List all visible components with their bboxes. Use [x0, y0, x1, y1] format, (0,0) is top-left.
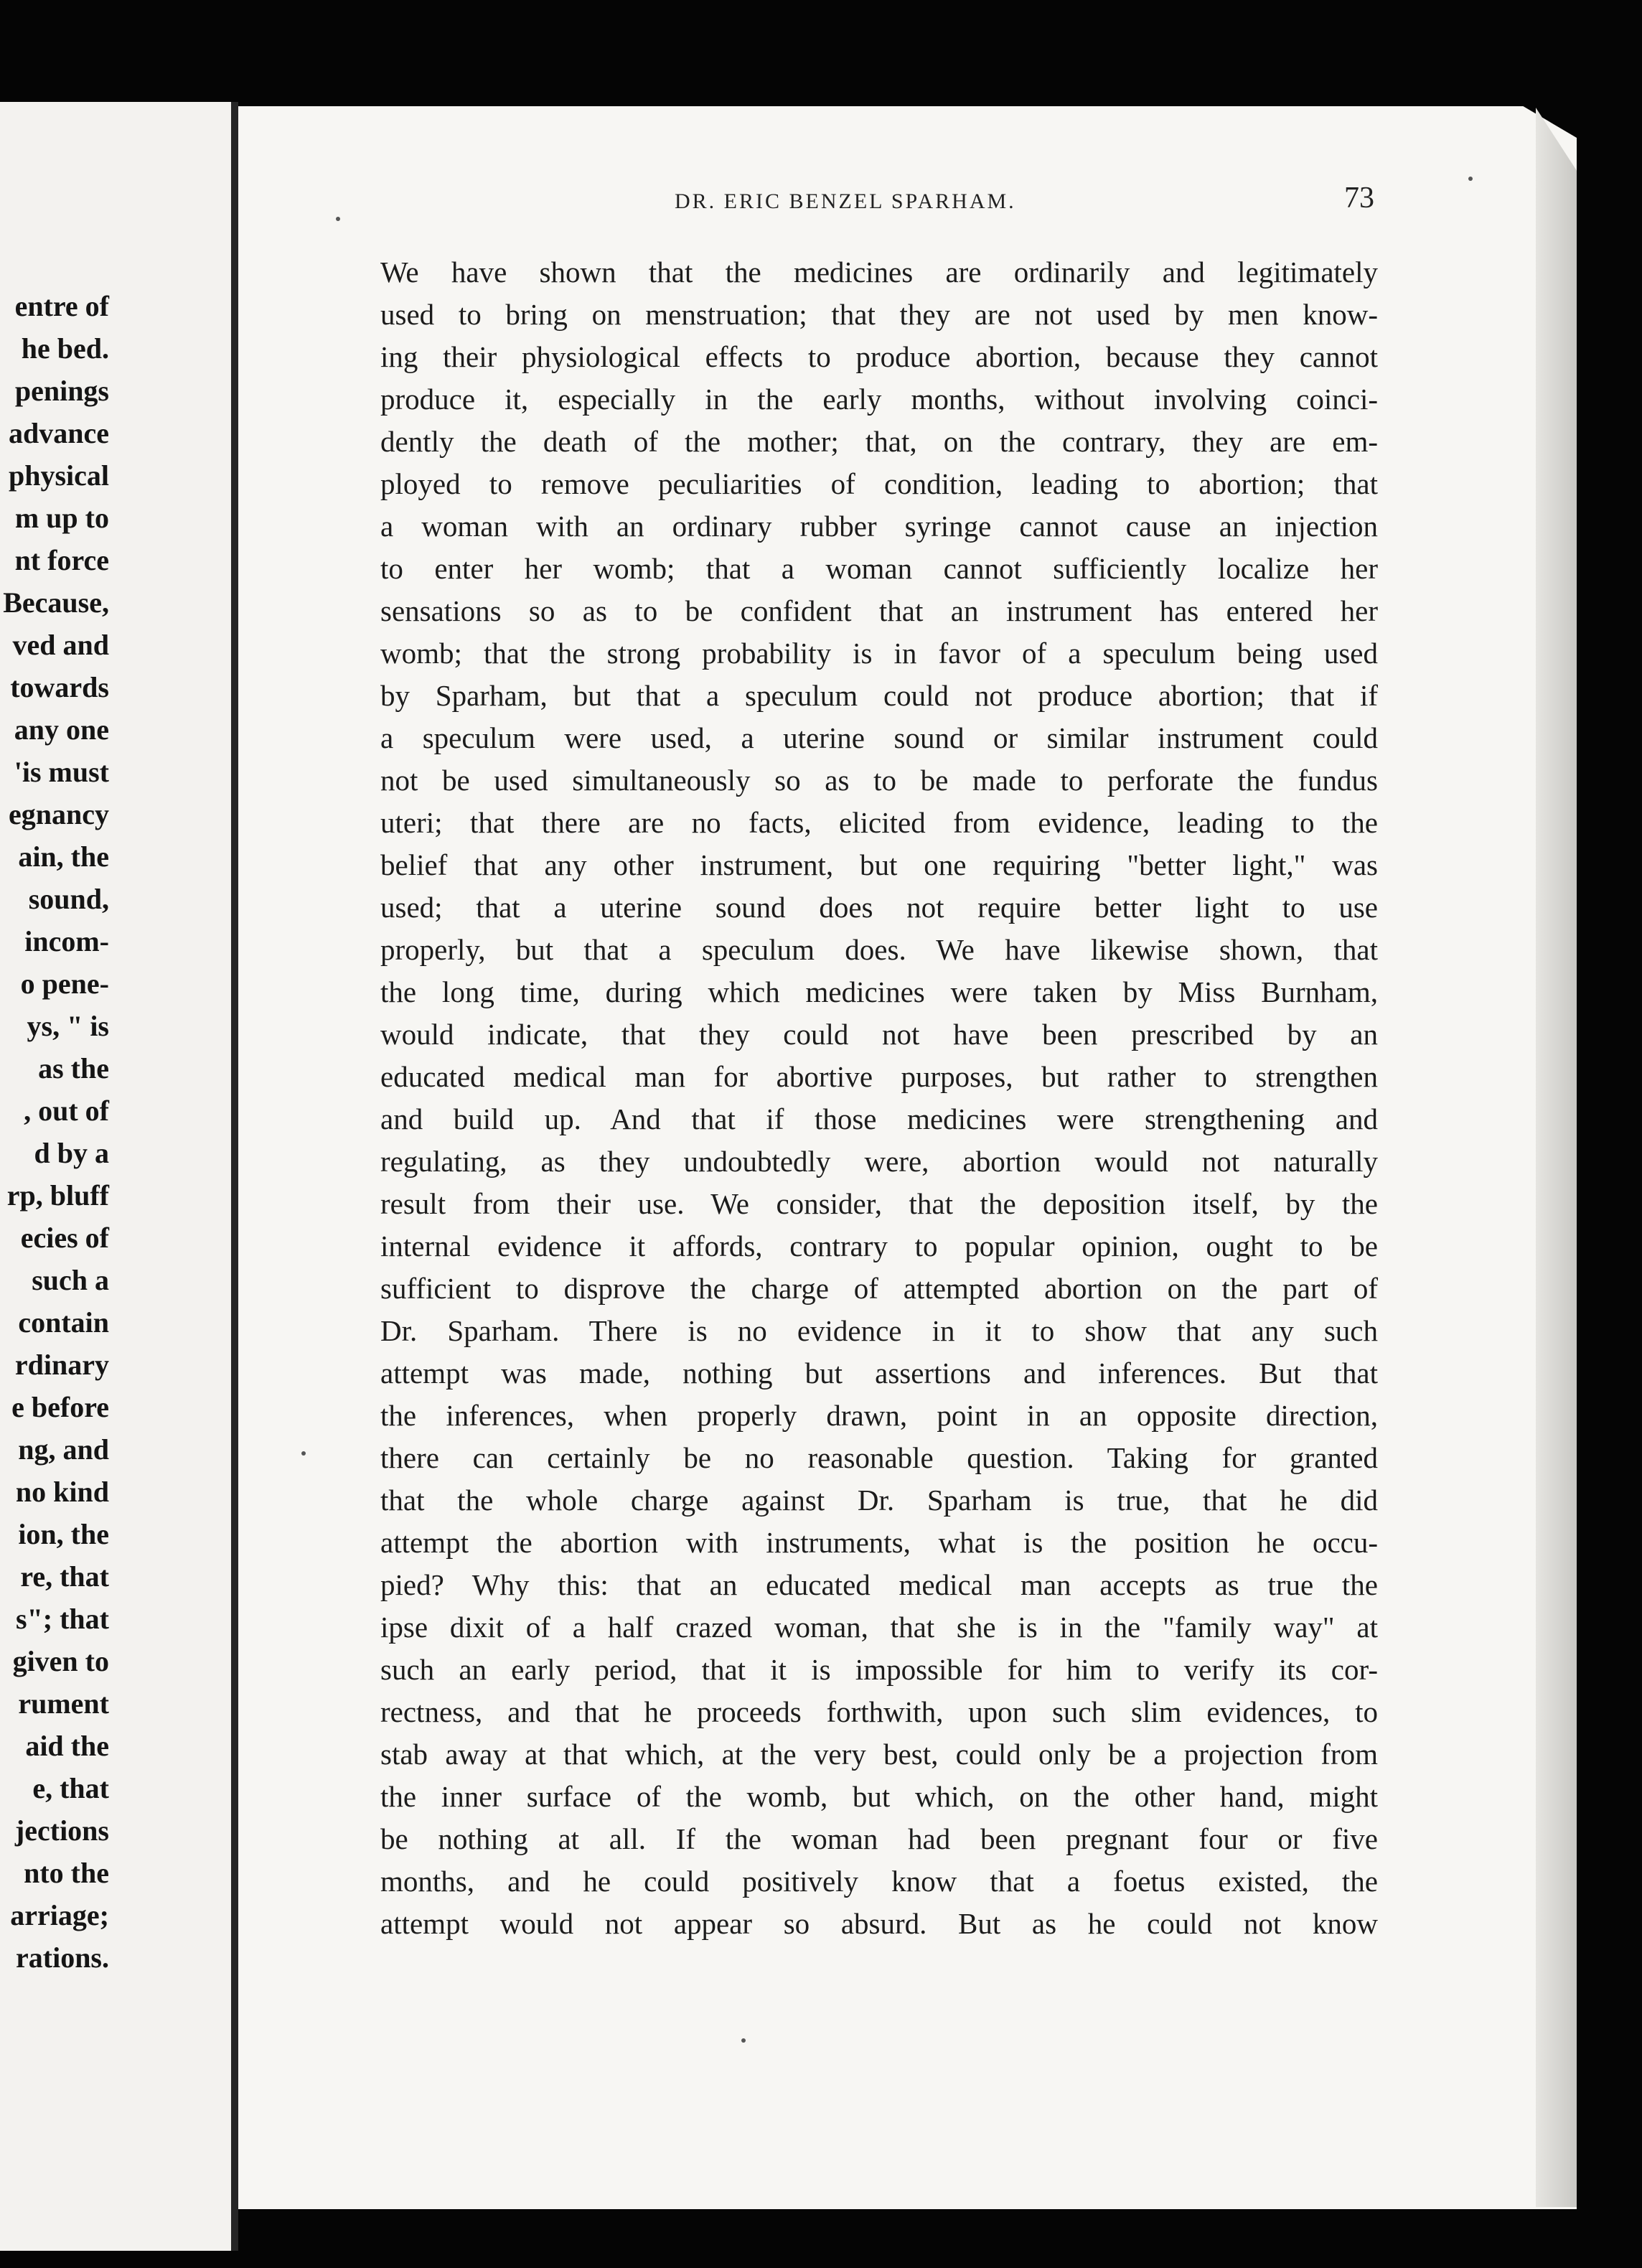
body-line: there can certainly be no reasonable question. Taking for granted: [380, 1441, 1378, 1474]
facing-page-line: he bed.: [21, 332, 109, 365]
body-line: belief that any other instrument, but one requiring "better light," was: [380, 848, 1378, 881]
facing-page-line: sound,: [28, 883, 109, 915]
facing-page-line: incom-: [24, 925, 109, 957]
facing-page-line: re, that: [20, 1560, 109, 1593]
facing-page-line: e before: [11, 1391, 109, 1423]
facing-page-line: o pene-: [20, 967, 109, 1000]
facing-page-line: rument: [18, 1687, 109, 1720]
facing-page-line: nt force: [14, 544, 109, 576]
facing-page-line: entre of: [14, 290, 109, 322]
facing-page-line: 'is must: [14, 756, 109, 788]
facing-page-line: ng, and: [18, 1433, 109, 1466]
body-line: to enter her womb; that a woman cannot sufficiently localize her: [380, 552, 1378, 585]
body-line: the inferences, when properly drawn, point in an opposite direction,: [380, 1399, 1378, 1432]
scan-speck: [741, 2038, 746, 2043]
facing-page-line: aid the: [25, 1730, 109, 1762]
body-line: educated medical man for abortive purposes, but rather to strengthen: [380, 1060, 1378, 1093]
facing-page-line: , out of: [24, 1095, 109, 1127]
body-line: used to bring on menstruation; that they are not used by men know-: [380, 298, 1378, 331]
body-line: would indicate, that they could not have been prescribed by an: [380, 1018, 1378, 1051]
body-line: We have shown that the medicines are ordinarily and legitimately: [380, 256, 1378, 289]
body-line: dently the death of the mother; that, on the contrary, they are em-: [380, 425, 1378, 458]
facing-page-line: jections: [14, 1814, 109, 1847]
facing-page-line: given to: [12, 1645, 109, 1677]
body-line: used; that a uterine sound does not require better light to use: [380, 891, 1378, 924]
body-line: and build up. And that if those medicines were strengthening and: [380, 1102, 1378, 1135]
body-line: sensations so as to be confident that an instrument has entered her: [380, 594, 1378, 627]
scan-speck: [1468, 177, 1473, 181]
body-line: produce it, especially in the early months, without involving coinci-: [380, 383, 1378, 416]
facing-page-line: Because,: [3, 586, 109, 619]
body-line: ployed to remove peculiarities of condition, leading to abortion; that: [380, 467, 1378, 500]
facing-page-line: no kind: [15, 1476, 109, 1508]
facing-page-line: arriage;: [10, 1899, 109, 1931]
body-text: [380, 251, 1378, 1945]
body-line: pied? Why this: that an educated medical man accepts as true the: [380, 1568, 1378, 1601]
body-line: not be used simultaneously so as to be made to perforate the fundus: [380, 764, 1378, 797]
facing-page-line: contain: [18, 1306, 109, 1339]
facing-page-line: rdinary: [14, 1349, 109, 1381]
scan-speck: [301, 1451, 306, 1456]
facing-page-line: ecies of: [20, 1222, 109, 1254]
body-line: that the whole charge against Dr. Sparham is true, that he did: [380, 1484, 1378, 1517]
body-line: stab away at that which, at the very best, could only be a projection from: [380, 1738, 1378, 1771]
body-line: such an early period, that it is impossible for him to verify its cor-: [380, 1653, 1378, 1686]
body-line: regulating, as they undoubtedly were, abortion would not naturally: [380, 1145, 1378, 1178]
facing-page-line: d by a: [34, 1137, 109, 1169]
facing-page-line: advance: [9, 417, 109, 449]
body-line: internal evidence it affords, contrary to popular opinion, ought to be: [380, 1229, 1378, 1262]
facing-page-line: towards: [10, 671, 109, 703]
facing-page-fragment: [0, 102, 231, 2251]
body-line: attempt would not appear so absurd. But as he could not know: [380, 1907, 1378, 1940]
body-line: womb; that the strong probability is in favor of a speculum being used: [380, 637, 1378, 670]
running-head: DR. ERIC BENZEL SPARHAM.: [675, 189, 1016, 213]
body-line: ipse dixit of a half crazed woman, that she is in the "family way" at: [380, 1611, 1378, 1644]
body-line: be nothing at all. If the woman had been pregnant four or five: [380, 1822, 1378, 1855]
book-gutter: [231, 102, 238, 2251]
facing-page-line: as the: [38, 1052, 109, 1084]
body-line: properly, but that a speculum does. We have likewise shown, that: [380, 933, 1378, 966]
facing-page-line: ved and: [12, 629, 109, 661]
facing-page-line: ion, the: [18, 1518, 109, 1550]
facing-page-line: nto the: [24, 1857, 109, 1889]
body-line: rectness, and that he proceeds forthwith, upon such slim evidences, to: [380, 1695, 1378, 1728]
body-line: attempt the abortion with instruments, what is the position he occu-: [380, 1526, 1378, 1559]
body-line: a woman with an ordinary rubber syringe cannot cause an injection: [380, 510, 1378, 543]
facing-page-line: rp, bluff: [6, 1179, 109, 1212]
body-line: a speculum were used, a uterine sound or similar instrument could: [380, 721, 1378, 754]
page-edge: [1536, 108, 1577, 2207]
body-line: uteri; that there are no facts, elicited from evidence, leading to the: [380, 806, 1378, 839]
body-line: result from their use. We consider, that the deposition itself, by the: [380, 1187, 1378, 1220]
scan-speck: [336, 217, 340, 221]
facing-page-line: e, that: [32, 1772, 109, 1804]
body-line: by Sparham, but that a speculum could not produce abortion; that if: [380, 679, 1378, 712]
body-line: months, and he could positively know that a foetus existed, the: [380, 1865, 1378, 1898]
page-number: 73: [1344, 182, 1374, 215]
body-line: the long time, during which medicines were taken by Miss Burnham,: [380, 975, 1378, 1008]
facing-page-line: any one: [14, 713, 109, 746]
facing-page-line: physical: [8, 459, 109, 492]
body-line: Dr. Sparham. There is no evidence in it to show that any such: [380, 1314, 1378, 1347]
body-line: ing their physiological effects to produce abortion, because they cannot: [380, 340, 1378, 373]
body-line: sufficient to disprove the charge of attempted abortion on the part of: [380, 1272, 1378, 1305]
facing-page-line: penings: [14, 375, 109, 407]
facing-page-line: such a: [32, 1264, 109, 1296]
facing-page-line: m up to: [14, 502, 109, 534]
body-line: attempt was made, nothing but assertions and inferences. But that: [380, 1356, 1378, 1390]
body-line: the inner surface of the womb, but which, on the other hand, might: [380, 1780, 1378, 1813]
facing-page-line: s"; that: [16, 1603, 109, 1635]
facing-page-line: ain, the: [18, 840, 109, 873]
facing-page-line: ys, " is: [27, 1010, 109, 1042]
facing-page-line: rations.: [16, 1941, 109, 1974]
facing-page-line: egnancy: [9, 798, 109, 830]
